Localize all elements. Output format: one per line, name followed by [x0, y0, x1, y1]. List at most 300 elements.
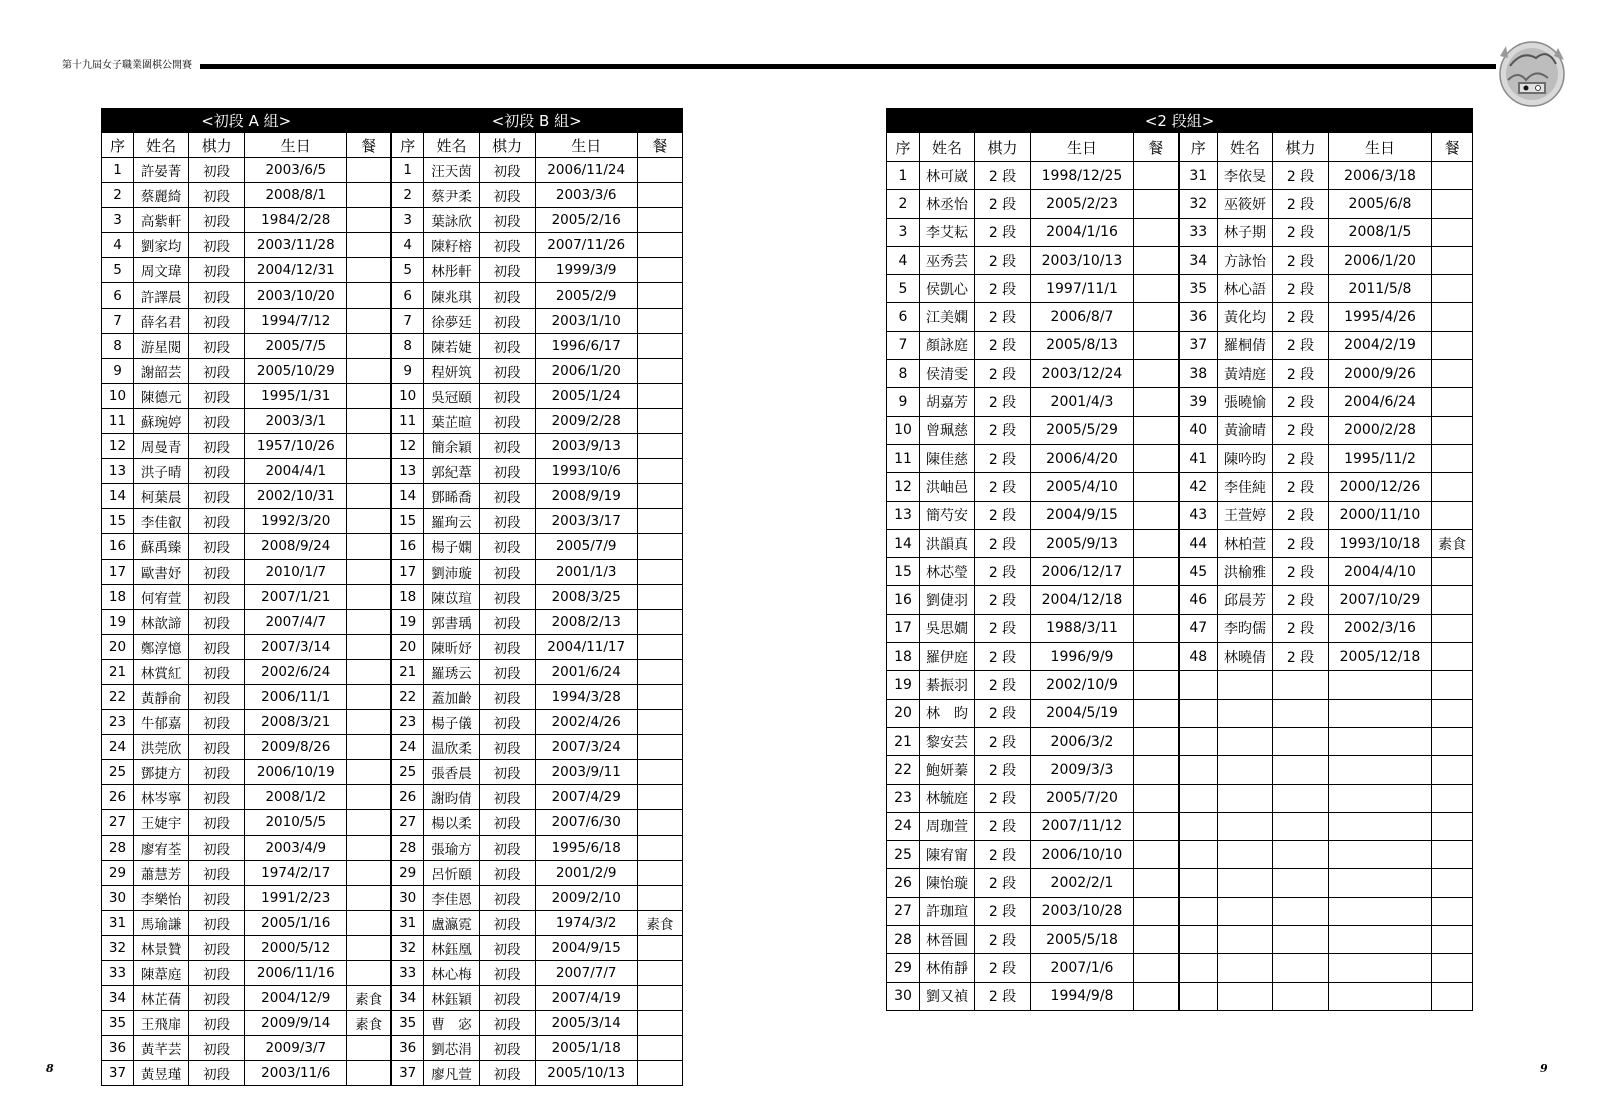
meal-cell — [1432, 727, 1473, 755]
name-cell: 蔡尹柔 — [424, 183, 479, 208]
meal-cell — [637, 1011, 682, 1036]
seq-cell: 14 — [102, 484, 134, 509]
seq-cell: 40 — [1179, 416, 1218, 444]
rank-cell: 初段 — [479, 634, 535, 659]
column-header-birth-col: 生日 — [245, 133, 347, 158]
birth-cell: 2008/9/24 — [245, 534, 347, 559]
rank-cell: 初段 — [189, 710, 245, 735]
rank-cell: 2 段 — [1273, 190, 1329, 218]
table-row — [102, 860, 683, 885]
name-cell: 李依旻 — [1218, 162, 1273, 190]
table-row — [102, 408, 683, 433]
seq-cell — [1179, 897, 1218, 925]
rank-cell: 初段 — [189, 559, 245, 584]
rank-cell: 初段 — [479, 735, 535, 760]
birth-cell: 2007/4/7 — [245, 609, 347, 634]
birth-cell: 2004/2/19 — [1329, 331, 1432, 359]
birth-cell: 2000/5/12 — [245, 935, 347, 960]
seq-cell: 11 — [102, 408, 134, 433]
meal-cell — [1134, 444, 1179, 472]
birth-cell — [1329, 784, 1432, 812]
birth-cell: 2002/10/31 — [245, 484, 347, 509]
birth-cell: 2001/2/9 — [535, 860, 637, 885]
name-cell: 劉家均 — [134, 233, 189, 258]
seq-cell: 16 — [391, 534, 424, 559]
rank-cell: 初段 — [189, 835, 245, 860]
birth-cell: 2002/2/1 — [1031, 869, 1134, 897]
birth-cell: 2001/1/3 — [535, 559, 637, 584]
table-row — [887, 473, 1473, 501]
meal-cell: 素食 — [347, 986, 391, 1011]
birth-cell: 2002/6/24 — [245, 659, 347, 684]
seq-cell: 6 — [102, 283, 134, 308]
name-cell: 許晏菁 — [134, 158, 189, 183]
rank-cell: 2 段 — [975, 331, 1031, 359]
seq-cell: 14 — [887, 529, 920, 557]
meal-cell — [1134, 473, 1179, 501]
rank-cell: 初段 — [189, 1061, 245, 1086]
name-cell: 鄧睎喬 — [424, 484, 479, 509]
meal-cell — [347, 459, 391, 484]
rank-cell: 初段 — [479, 333, 535, 358]
seq-cell: 2 — [391, 183, 424, 208]
meal-cell — [1134, 558, 1179, 586]
rank-cell: 2 段 — [975, 643, 1031, 671]
name-cell — [1218, 671, 1273, 699]
rank-cell: 初段 — [479, 1061, 535, 1086]
meal-cell — [347, 609, 391, 634]
meal-cell — [637, 1036, 682, 1061]
birth-cell: 2004/5/19 — [1031, 699, 1134, 727]
birth-cell: 1974/3/2 — [535, 910, 637, 935]
seq-cell: 48 — [1179, 643, 1218, 671]
birth-cell: 2003/12/24 — [1031, 360, 1134, 388]
rank-cell: 2 段 — [975, 812, 1031, 840]
column-header-birth-col: 生日 — [1031, 133, 1134, 162]
meal-cell — [637, 559, 682, 584]
column-header-name-col: 姓名 — [134, 133, 189, 158]
meal-cell — [1134, 671, 1179, 699]
meal-cell — [1134, 699, 1179, 727]
birth-cell: 2008/9/19 — [535, 484, 637, 509]
seq-cell: 47 — [1179, 614, 1218, 642]
rank-cell: 初段 — [479, 358, 535, 383]
rank-cell: 初段 — [479, 609, 535, 634]
name-cell: 陳若婕 — [424, 333, 479, 358]
birth-cell: 2005/1/16 — [245, 910, 347, 935]
birth-cell: 2005/10/29 — [245, 358, 347, 383]
birth-cell: 1993/10/6 — [535, 459, 637, 484]
meal-cell — [1134, 501, 1179, 529]
name-cell — [1218, 897, 1273, 925]
meal-cell — [347, 358, 391, 383]
meal-cell — [637, 885, 682, 910]
name-cell: 林丞怡 — [920, 190, 975, 218]
meal-cell — [1432, 558, 1473, 586]
seq-cell: 11 — [391, 408, 424, 433]
rank-cell: 2 段 — [975, 246, 1031, 274]
seq-cell: 1 — [102, 158, 134, 183]
rank-cell: 2 段 — [1273, 303, 1329, 331]
birth-cell: 2003/3/6 — [535, 183, 637, 208]
seq-cell: 23 — [391, 710, 424, 735]
birth-cell: 2002/10/9 — [1031, 671, 1134, 699]
table-row — [887, 190, 1473, 218]
rank-cell: 2 段 — [1273, 501, 1329, 529]
meal-cell — [637, 835, 682, 860]
table-row — [102, 158, 683, 183]
rank-cell — [1273, 897, 1329, 925]
seq-cell: 2 — [887, 190, 920, 218]
name-cell: 陳吟昀 — [1218, 444, 1273, 472]
meal-cell — [1134, 246, 1179, 274]
birth-cell: 2006/11/24 — [535, 158, 637, 183]
rank-cell: 2 段 — [975, 416, 1031, 444]
name-cell: 楊子儀 — [424, 710, 479, 735]
meal-cell — [1432, 614, 1473, 642]
meal-cell — [1134, 360, 1179, 388]
seq-cell: 19 — [391, 609, 424, 634]
birth-cell: 2000/2/28 — [1329, 416, 1432, 444]
name-cell: 洪韻真 — [920, 529, 975, 557]
rank-cell: 初段 — [479, 785, 535, 810]
seq-cell: 36 — [1179, 303, 1218, 331]
name-cell: 林心梅 — [424, 961, 479, 986]
table-row — [102, 358, 683, 383]
table-row — [887, 558, 1473, 586]
name-cell: 曾珮慈 — [920, 416, 975, 444]
name-cell: 葉詠欣 — [424, 208, 479, 233]
name-cell: 簡余穎 — [424, 434, 479, 459]
seq-cell: 33 — [102, 961, 134, 986]
rank-cell — [1273, 926, 1329, 954]
birth-cell: 2004/9/15 — [535, 935, 637, 960]
meal-cell — [637, 484, 682, 509]
name-cell: 吳冠頤 — [424, 383, 479, 408]
meal-cell — [347, 559, 391, 584]
name-cell: 羅珣云 — [424, 509, 479, 534]
birth-cell: 2006/1/20 — [1329, 246, 1432, 274]
name-cell: 歐書妤 — [134, 559, 189, 584]
name-cell: 林柏萱 — [1218, 529, 1273, 557]
seq-cell: 11 — [887, 444, 920, 472]
birth-cell: 2003/10/13 — [1031, 246, 1134, 274]
meal-cell — [1432, 586, 1473, 614]
group-a-title: <初段 A 組> — [102, 109, 391, 133]
rank-cell: 初段 — [189, 408, 245, 433]
meal-cell — [1134, 586, 1179, 614]
birth-cell: 1974/2/17 — [245, 860, 347, 885]
meal-cell — [1134, 303, 1179, 331]
seq-cell — [1179, 926, 1218, 954]
seq-cell — [1179, 982, 1218, 1010]
table-row — [102, 910, 683, 935]
table-row — [887, 586, 1473, 614]
rank-cell: 2 段 — [1273, 331, 1329, 359]
meal-cell — [637, 383, 682, 408]
rank-cell — [1273, 954, 1329, 982]
birth-cell: 1996/6/17 — [535, 333, 637, 358]
column-header-meal-col: 餐 — [1134, 133, 1179, 162]
birth-cell: 1993/10/18 — [1329, 529, 1432, 557]
meal-cell — [1134, 529, 1179, 557]
rank-cell: 初段 — [189, 283, 245, 308]
name-cell: 邱晨芳 — [1218, 586, 1273, 614]
meal-cell — [637, 333, 682, 358]
meal-cell — [347, 584, 391, 609]
name-cell: 林芯瑩 — [920, 558, 975, 586]
birth-cell: 2003/1/10 — [535, 308, 637, 333]
rank-cell: 2 段 — [975, 671, 1031, 699]
meal-cell — [347, 785, 391, 810]
name-cell: 黃芊芸 — [134, 1036, 189, 1061]
rank-cell: 2 段 — [975, 529, 1031, 557]
meal-cell — [1134, 190, 1179, 218]
meal-cell — [637, 233, 682, 258]
meal-cell — [347, 1036, 391, 1061]
name-cell: 許譯晨 — [134, 283, 189, 308]
birth-cell: 1998/12/25 — [1031, 162, 1134, 190]
rank-cell: 2 段 — [1273, 614, 1329, 642]
rank-cell: 2 段 — [975, 586, 1031, 614]
meal-cell — [1432, 331, 1473, 359]
birth-cell: 1994/9/8 — [1031, 982, 1134, 1010]
birth-cell: 2005/4/10 — [1031, 473, 1134, 501]
meal-cell — [347, 484, 391, 509]
rank-cell: 初段 — [479, 509, 535, 534]
name-cell: 巫筱妍 — [1218, 190, 1273, 218]
meal-cell — [1432, 671, 1473, 699]
name-cell: 張香晨 — [424, 760, 479, 785]
header-title: 第十九屆女子職業圍棋公開賽 — [62, 60, 192, 71]
name-cell: 林子期 — [1218, 218, 1273, 246]
rank-cell: 2 段 — [1273, 275, 1329, 303]
birth-cell: 2004/4/10 — [1329, 558, 1432, 586]
rank-cell: 初段 — [189, 383, 245, 408]
column-header-rank-col: 棋力 — [975, 133, 1031, 162]
name-cell: 曹 宓 — [424, 1011, 479, 1036]
seq-cell: 19 — [887, 671, 920, 699]
table-row — [102, 835, 683, 860]
name-cell: 林晉圓 — [920, 926, 975, 954]
birth-cell: 2004/4/1 — [245, 459, 347, 484]
seq-cell: 31 — [1179, 162, 1218, 190]
meal-cell — [637, 308, 682, 333]
birth-cell: 2003/10/28 — [1031, 897, 1134, 925]
birth-cell — [1329, 841, 1432, 869]
meal-cell — [637, 283, 682, 308]
meal-cell — [1432, 897, 1473, 925]
name-cell: 林侑靜 — [920, 954, 975, 982]
meal-cell — [347, 634, 391, 659]
seq-cell: 34 — [102, 986, 134, 1011]
meal-cell — [347, 810, 391, 835]
name-cell: 蘇禹臻 — [134, 534, 189, 559]
birth-cell: 2000/12/26 — [1329, 473, 1432, 501]
rank-cell: 初段 — [479, 183, 535, 208]
name-cell: 陳昕妤 — [424, 634, 479, 659]
birth-cell — [1329, 869, 1432, 897]
seq-cell: 30 — [887, 982, 920, 1010]
seq-cell: 28 — [887, 926, 920, 954]
rank-cell: 初段 — [479, 910, 535, 935]
table-row — [102, 283, 683, 308]
name-cell — [1218, 982, 1273, 1010]
rank-cell: 初段 — [479, 1011, 535, 1036]
meal-cell — [1432, 388, 1473, 416]
rank-cell: 初段 — [479, 659, 535, 684]
name-cell: 林景贊 — [134, 935, 189, 960]
meal-cell — [347, 935, 391, 960]
birth-cell: 2004/12/31 — [245, 258, 347, 283]
rank-cell: 初段 — [189, 258, 245, 283]
rank-cell — [1273, 869, 1329, 897]
rank-cell — [1273, 812, 1329, 840]
table-row — [102, 609, 683, 634]
table-row — [102, 434, 683, 459]
table-row — [887, 926, 1473, 954]
rank-cell: 2 段 — [975, 784, 1031, 812]
rank-cell: 初段 — [479, 233, 535, 258]
table-row — [887, 756, 1473, 784]
birth-cell: 2007/4/19 — [535, 986, 637, 1011]
name-cell: 周珈萱 — [920, 812, 975, 840]
birth-cell: 2002/4/26 — [535, 710, 637, 735]
birth-cell: 2004/12/9 — [245, 986, 347, 1011]
birth-cell: 2006/10/19 — [245, 760, 347, 785]
seq-cell: 3 — [887, 218, 920, 246]
name-cell: 鮑妍蓁 — [920, 756, 975, 784]
birth-cell — [1329, 897, 1432, 925]
name-cell: 方詠怡 — [1218, 246, 1273, 274]
seq-cell: 35 — [102, 1011, 134, 1036]
rank-cell: 初段 — [189, 810, 245, 835]
name-cell: 黃靜俞 — [134, 684, 189, 709]
rank-cell: 初段 — [479, 961, 535, 986]
birth-cell: 2006/3/2 — [1031, 727, 1134, 755]
roster-table-dan2 — [886, 108, 1473, 1011]
table-row — [102, 986, 683, 1011]
name-cell: 高紫軒 — [134, 208, 189, 233]
birth-cell: 2003/11/6 — [245, 1061, 347, 1086]
seq-cell: 7 — [391, 308, 424, 333]
column-header-rank-col: 棋力 — [479, 133, 535, 158]
seq-cell: 20 — [102, 634, 134, 659]
column-header-name-col: 姓名 — [424, 133, 479, 158]
birth-cell: 2004/1/16 — [1031, 218, 1134, 246]
birth-cell: 2008/3/21 — [245, 710, 347, 735]
seq-cell: 32 — [1179, 190, 1218, 218]
name-cell: 李樂怡 — [134, 885, 189, 910]
rank-cell: 2 段 — [975, 614, 1031, 642]
birth-cell: 2008/2/13 — [535, 609, 637, 634]
name-cell: 呂忻頤 — [424, 860, 479, 885]
rank-cell: 初段 — [479, 835, 535, 860]
seq-cell: 30 — [102, 885, 134, 910]
seq-cell: 12 — [102, 434, 134, 459]
birth-cell: 2005/2/16 — [535, 208, 637, 233]
page-number-right: 9 — [1540, 1062, 1548, 1075]
rank-cell: 初段 — [189, 986, 245, 1011]
name-cell — [1218, 954, 1273, 982]
rank-cell: 初段 — [479, 760, 535, 785]
name-cell: 陳德元 — [134, 383, 189, 408]
meal-cell — [1432, 926, 1473, 954]
rank-cell: 2 段 — [1273, 586, 1329, 614]
meal-cell — [1134, 727, 1179, 755]
birth-cell: 2007/4/29 — [535, 785, 637, 810]
meal-cell — [1134, 331, 1179, 359]
rank-cell: 初段 — [189, 885, 245, 910]
rank-cell: 初段 — [479, 484, 535, 509]
birth-cell: 2005/2/23 — [1031, 190, 1134, 218]
birth-cell: 2002/3/16 — [1329, 614, 1432, 642]
seq-cell — [1179, 841, 1218, 869]
name-cell: 王萱婷 — [1218, 501, 1273, 529]
rank-cell: 2 段 — [1273, 388, 1329, 416]
rank-cell: 初段 — [189, 183, 245, 208]
seq-cell: 39 — [1179, 388, 1218, 416]
rank-cell: 2 段 — [1273, 246, 1329, 274]
birth-cell: 2006/12/17 — [1031, 558, 1134, 586]
seq-cell: 23 — [102, 710, 134, 735]
seq-cell: 31 — [102, 910, 134, 935]
meal-cell — [637, 208, 682, 233]
rank-cell: 初段 — [189, 509, 245, 534]
rank-cell: 2 段 — [975, 388, 1031, 416]
meal-cell — [637, 408, 682, 433]
rank-cell: 初段 — [189, 459, 245, 484]
rank-cell — [1273, 756, 1329, 784]
meal-cell — [1432, 784, 1473, 812]
seq-cell: 41 — [1179, 444, 1218, 472]
seq-cell — [1179, 784, 1218, 812]
birth-cell: 2006/3/18 — [1329, 162, 1432, 190]
rank-cell: 2 段 — [1273, 218, 1329, 246]
birth-cell — [1329, 671, 1432, 699]
name-cell: 簡芍安 — [920, 501, 975, 529]
birth-cell: 2007/6/30 — [535, 810, 637, 835]
rank-cell: 初段 — [479, 408, 535, 433]
table-row — [102, 634, 683, 659]
name-cell: 林歆諦 — [134, 609, 189, 634]
birth-cell: 1991/2/23 — [245, 885, 347, 910]
name-cell — [1218, 756, 1273, 784]
meal-cell — [1432, 444, 1473, 472]
name-cell: 羅琇云 — [424, 659, 479, 684]
rank-cell: 初段 — [189, 860, 245, 885]
name-cell: 牛郁嘉 — [134, 710, 189, 735]
meal-cell — [1134, 784, 1179, 812]
seq-cell: 21 — [102, 659, 134, 684]
rank-cell: 2 段 — [1273, 360, 1329, 388]
birth-cell: 2005/7/5 — [245, 333, 347, 358]
seq-cell: 32 — [102, 935, 134, 960]
rank-cell: 初段 — [189, 534, 245, 559]
table-row — [887, 303, 1473, 331]
seq-cell: 23 — [887, 784, 920, 812]
meal-cell — [637, 961, 682, 986]
birth-cell — [1329, 954, 1432, 982]
rank-cell: 2 段 — [1273, 444, 1329, 472]
seq-cell — [1179, 869, 1218, 897]
seq-cell — [1179, 699, 1218, 727]
meal-cell — [347, 383, 391, 408]
rank-cell: 2 段 — [975, 982, 1031, 1010]
meal-cell — [1432, 190, 1473, 218]
name-cell — [1218, 841, 1273, 869]
name-cell: 江美嫻 — [920, 303, 975, 331]
